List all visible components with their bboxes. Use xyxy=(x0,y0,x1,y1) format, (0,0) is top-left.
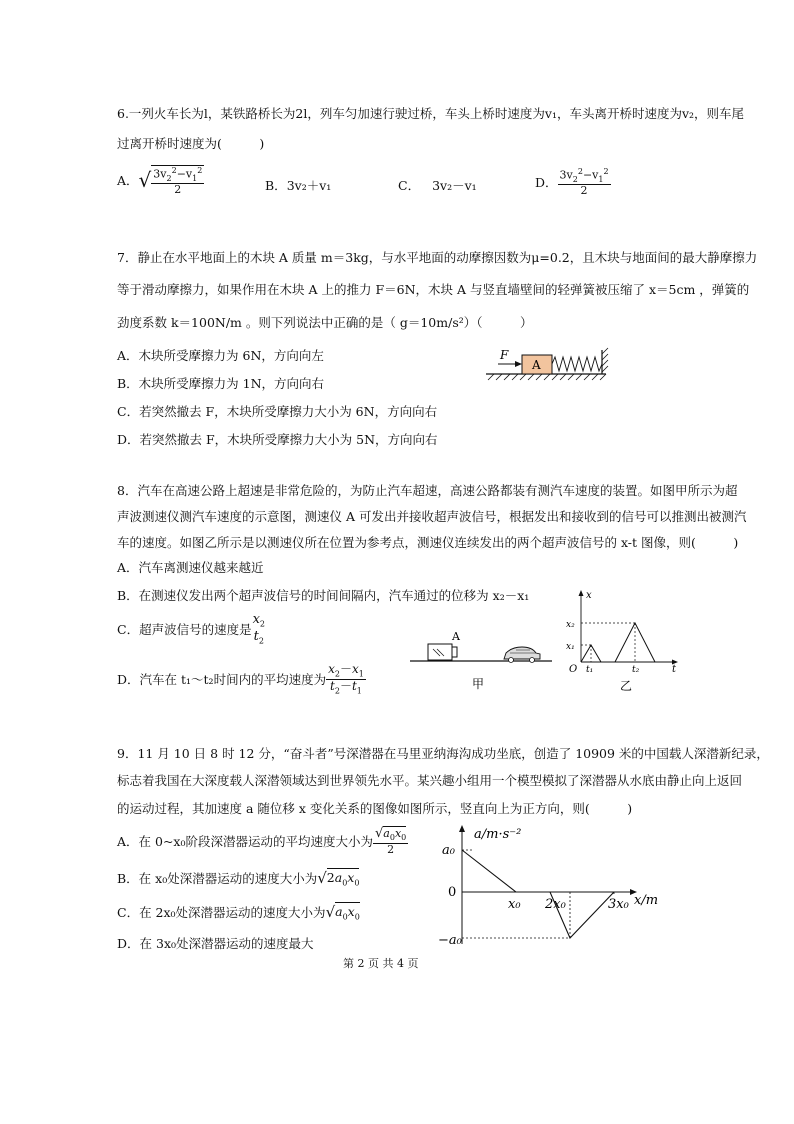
q9-option-a xyxy=(117,826,408,855)
q8-option-c-formula: $\frac{x_2}{t_2}$ xyxy=(252,612,266,646)
q9-label-2x0: 2x₀ xyxy=(545,897,566,912)
q7-option-d: D．若突然撤去 F，木块所受摩擦力大小为 5N，方向向右 xyxy=(117,432,438,447)
q8-option-d-formula: $\frac{x_2-x_1}{t_2-t_1}$ xyxy=(328,662,364,696)
q7-option-a: A．木块所受摩擦力为 6N，方向向左 xyxy=(117,348,324,363)
q8-speed-meter-head xyxy=(452,647,457,657)
page-footer: 第 2 页 共 4 页 xyxy=(343,957,419,970)
q9-option-d: D．在 3x₀处深潜器运动的速度最大 xyxy=(117,936,314,951)
q6-option-c xyxy=(398,176,477,194)
q8-label-o: O xyxy=(569,664,578,675)
q6-option-d xyxy=(535,168,611,197)
q6-option-c-text: 3v₂－v₁ xyxy=(432,178,477,193)
q6-option-b-text: 3v₂＋v₁ xyxy=(286,178,332,193)
q8-option-a: A．汽车离测速仪越来越近 xyxy=(117,560,264,575)
q9-graph-line xyxy=(462,850,614,938)
q9-option-c-formula: √ $a_0x_0$ xyxy=(325,902,360,922)
q9-option-a-formula: √ $a_0x_0$ 2 xyxy=(375,826,407,856)
q6-option-a-formula: √ $\frac{3v_2^2-v_1^2}{2}$ xyxy=(138,166,203,197)
q9-label-neg-a0: −a₀ xyxy=(438,933,462,948)
q7-spring xyxy=(552,357,602,371)
q8-fig-yi-caption: 乙 xyxy=(620,679,633,693)
q9-label-zero: 0 xyxy=(448,885,457,900)
q8-option-c xyxy=(117,613,266,646)
q9-option-b-text: B．在 x₀处深潜器运动的速度大小为 xyxy=(117,870,318,886)
q9-figure xyxy=(430,820,690,948)
q9-axis-x-label: x/m xyxy=(634,893,659,908)
q8-option-d-text: D．汽车在 t₁～t₂时间内的平均速度为 xyxy=(117,672,327,688)
q6-option-d-label: D． xyxy=(535,175,558,191)
q6-option-b-label: B． xyxy=(265,178,287,193)
q7-line1: 7．静止在水平地面上的木块 A 质量 m＝3kg，与水平地面的动摩擦因数为μ=0.2，且木块与地面间的最大静摩擦力 xyxy=(117,250,758,265)
q9-option-b-formula: √ $2a_0x_0$ xyxy=(317,868,360,888)
q7-wall-hatch xyxy=(602,348,608,372)
q7-force-label: F xyxy=(500,348,509,362)
q7-line2: 等于滑动摩擦力，如果作用在木块 A 上的推力 F＝6N，木块 A 与竖直墙壁间的轻弹簧被压缩了 x＝5cm ，弹簧的 xyxy=(117,282,750,297)
q9-option-c-text: C．在 2x₀处深潜器运动的速度大小为 xyxy=(117,904,326,920)
q6-option-b xyxy=(265,176,331,194)
q9-label-3x0: 3x₀ xyxy=(608,897,629,912)
q9-line2: 标志着我国在大深度载人深潜领域达到世界领先水平。某兴趣小组用一个模型模拟了深潜器从水底由静止向上返回 xyxy=(117,773,743,788)
q9-label-a0: a₀ xyxy=(442,843,455,858)
q8-line1: 8．汽车在高速公路上超速是非常危险的，为防止汽车超速，高速公路都装有测汽车速度的装置。如图甲所示为超 xyxy=(117,483,738,498)
q7-line3: 劲度系数 k＝100N/m 。则下列说法中正确的是（ g＝10m/s²）（ ） xyxy=(117,315,533,330)
q8-figure-yi xyxy=(562,586,686,694)
q8-fig-jia-caption: 甲 xyxy=(472,677,485,690)
q9-option-c xyxy=(117,902,360,922)
q8-meter-label: A xyxy=(452,630,460,643)
q9-label-x0: x₀ xyxy=(508,897,521,912)
q8-axis-t-label: t xyxy=(672,664,677,675)
q8-figure-jia xyxy=(408,628,558,690)
q6-option-a xyxy=(117,165,204,196)
q8-label-x2: x₂ xyxy=(566,620,575,630)
q8-label-t1: t₁ xyxy=(586,665,594,675)
q7-ground-hatch xyxy=(488,374,606,380)
q6-option-a-label: A． xyxy=(117,173,139,189)
q8-option-c-text: C．超声波信号的速度是 xyxy=(117,622,252,638)
q8-line3: 车的速度。如图乙所示是以测速仪所在位置为参考点，测速仪连续发出的两个超声波信号的 x-t 图像，则( ) xyxy=(117,535,739,550)
q9-option-b xyxy=(117,868,359,888)
q6-option-d-formula: $\frac{3v_2^2-v_1^2}{2}$ xyxy=(559,167,609,198)
q8-axis-x-label: x xyxy=(586,590,592,601)
q8-option-b: B．在测速仪发出两个超声波信号的时间间隔内，汽车通过的位移为 x₂－x₁ xyxy=(117,588,530,603)
q9-option-a-text: A．在 0~x₀阶段深潜器运动的平均速度大小为 xyxy=(117,833,373,849)
q9-line3: 的运动过程，其加速度 a 随位移 x 变化关系的图像如图所示，竖直向上为正方向，则( ) xyxy=(117,801,633,816)
q7-option-c: C．若突然撤去 F，木块所受摩擦力大小为 6N，方向向右 xyxy=(117,404,438,419)
q6-line2: 过离开桥时速度为( ) xyxy=(117,136,265,151)
q9-line1: 9．11 月 10 日 8 时 12 分，“奋斗者”号深潜器在马里亚纳海沟成功坐底，创造了 10909 米的中国载人深潜新纪录， xyxy=(117,746,769,761)
q7-option-b: B．木块所受摩擦力为 1N，方向向右 xyxy=(117,376,325,391)
q8-label-t2: t₂ xyxy=(632,665,640,675)
q6-line1: 6.一列火车长为l，某铁路桥长为2l，列车匀加速行驶过桥，车头上桥时速度为v₁，车头离开桥时速度为v₂，则车尾 xyxy=(117,106,745,121)
q9-axis-a-label: a/m·s⁻² xyxy=(474,827,522,842)
q8-label-x1: x₁ xyxy=(566,642,575,652)
q8-option-d xyxy=(117,663,366,696)
q7-force-arrowhead xyxy=(515,361,522,367)
q7-figure xyxy=(480,344,616,384)
q7-block-a-label: A xyxy=(532,358,541,372)
q8-line2: 声波测速仪测汽车速度的示意图，测速仪 A 可发出并接收超声波信号，根据发出和接收到的信号可以推测出被测汽 xyxy=(117,509,747,524)
q6-option-c-label: C． xyxy=(398,178,421,193)
